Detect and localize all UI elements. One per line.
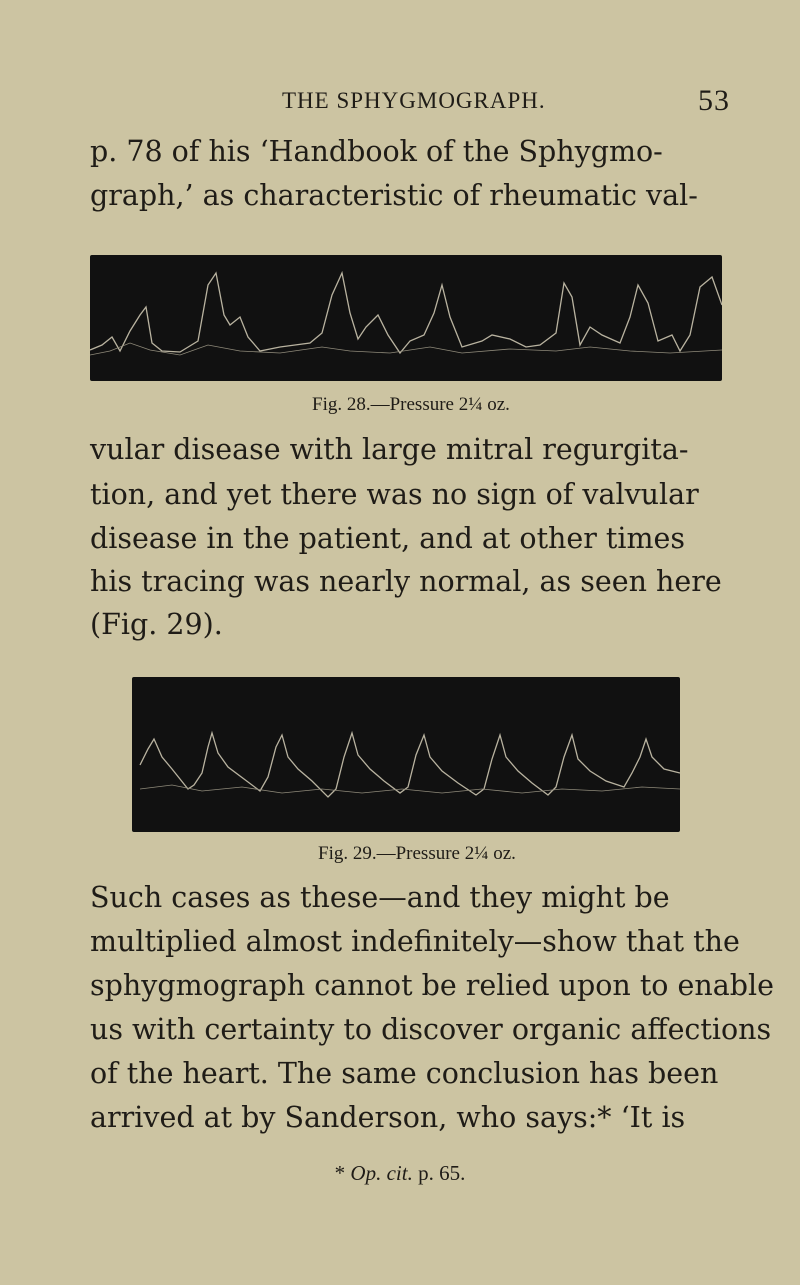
figure-29-tracing [132, 677, 680, 832]
footnote-page: p. 65. [418, 1161, 466, 1185]
footnote-citation: Op. cit. [350, 1161, 413, 1185]
text-line: disease in the patient, and at other times [90, 522, 686, 555]
figure-28-tracing [90, 255, 722, 381]
text-line: his tracing was nearly normal, as seen here [90, 565, 722, 598]
text-line: of the heart. The same conclusion has been [90, 1057, 719, 1090]
text-line: vular disease with large mitral regurgita- [90, 433, 689, 466]
footnote [0, 1161, 800, 1186]
text-line: arrived at by Sanderson, who says:* ‘It is [90, 1101, 686, 1134]
text-line: sphygmograph cannot be relied upon to enable [90, 969, 774, 1002]
text-line: multiplied almost indefinitely—show that the [90, 925, 740, 958]
footnote-marker: * [334, 1161, 346, 1185]
figure-29-caption: Fig. 29.—Pressure 2¼ oz. [318, 843, 516, 864]
figure-28-caption: Fig. 28.—Pressure 2¼ oz. [312, 394, 510, 415]
text-line: p. 78 of his ‘Handbook of the Sphygmo- [90, 135, 663, 168]
running-title: THE SPHYGMOGRAPH. [282, 88, 546, 113]
text-line: (Fig. 29). [90, 608, 223, 641]
text-line: Such cases as these—and they might be [90, 881, 670, 914]
text-line: tion, and yet there was no sign of valvular [90, 478, 699, 511]
pulse-tracing-28 [90, 255, 722, 381]
text-line: graph,’ as characteristic of rheumatic val- [90, 179, 698, 212]
running-header [90, 84, 730, 118]
text-line: us with certainty to discover organic affections [90, 1013, 772, 1046]
pulse-tracing-29 [132, 677, 680, 832]
page-number: 53 [698, 84, 730, 117]
